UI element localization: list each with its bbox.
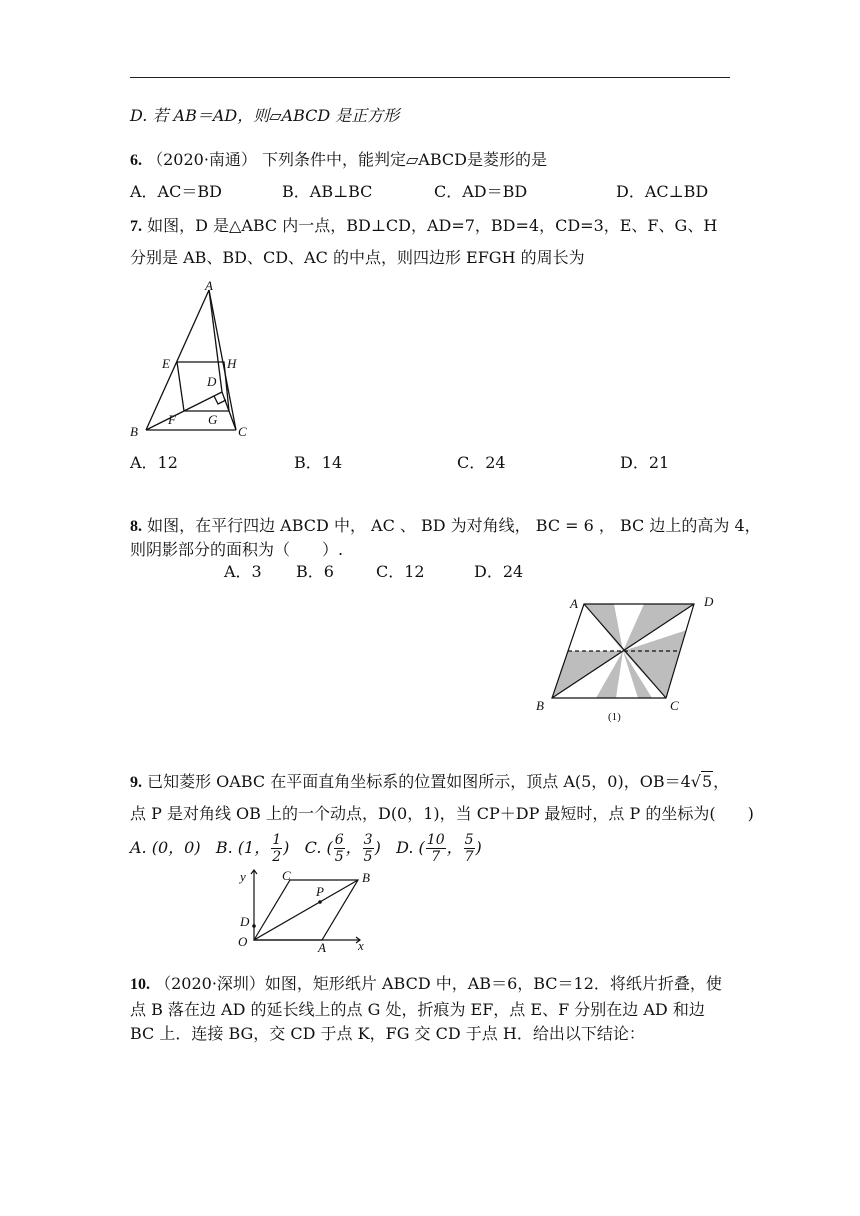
q9-option-b-num: 1 <box>272 832 282 848</box>
q9-stem-line1 <box>130 772 729 793</box>
q6-option-d: D．AC⊥BD <box>616 182 709 201</box>
q9-label-b: B <box>362 870 370 885</box>
q8-figure <box>526 590 722 724</box>
q8-option-b: B．6 <box>296 562 334 581</box>
q9-label-d: D <box>240 914 250 929</box>
q7-label-a: A <box>205 278 213 293</box>
q9-diagonal-ob <box>254 880 358 940</box>
q9-figure <box>230 866 380 956</box>
q9-option-b-prefix: B. (1， <box>215 838 271 857</box>
q8-stem-line2: 则阴影部分的面积为（ ）. <box>130 540 344 559</box>
q8-caption: (1) <box>608 711 621 723</box>
q6-stem-text: （2020·南通） 下列条件中，能判定▱ABCD是菱形的是 <box>147 150 547 169</box>
q9-option-d-frac2 <box>464 832 475 865</box>
q10-line2: 点 B 落在边 AD 的延长线上的点 G 处，折痕为 EF，点 E、F 分别在边 AD 和边 <box>130 1000 705 1019</box>
q6-option-b: B．AB⊥BC <box>282 182 373 201</box>
q9-stem-text: 已知菱形 OABC 在平面直角坐标系的位置如图所示，顶点 A(5，0)，OB＝4 <box>147 772 691 791</box>
q7-stem-text: 如图，D 是△ABC 内一点，BD⊥CD，AD=7，BD=4，CD=3，E、F、G、H <box>147 216 718 235</box>
q8-stem-text: 如图，在平行四边 ABCD 中， AC 、 BD 为对角线， BC = 6 ， BC 边上的高为 4， <box>147 516 761 535</box>
q7-number: 7. <box>130 218 142 235</box>
q9-option-c-den1: 5 <box>334 849 344 865</box>
q8-label-d: D <box>704 594 714 609</box>
q9-label-c: C <box>282 868 291 883</box>
q9-options <box>130 830 482 866</box>
q9-option-b: B. (1， $\frac{1}{2}$ ) <box>215 832 290 865</box>
q7-stem-line2: 分别是 AB、BD、CD、AC 的中点，则四边形 EFGH 的周长为 <box>130 248 585 267</box>
q7-label-b: B <box>130 424 138 439</box>
q6-option-c: C．AD＝BD <box>434 182 528 201</box>
q7-label-d: D <box>207 374 217 389</box>
q6-stem <box>130 150 547 171</box>
q8-option-a: A．3 <box>224 562 262 581</box>
q7-figure <box>126 278 256 442</box>
q8-option-d: D．24 <box>474 562 524 581</box>
q10-line1-text: （2020·深圳）如图，矩形纸片 ABCD 中，AB＝6，BC＝12．将纸片折叠，使 <box>155 974 722 993</box>
q9-option-c-frac2 <box>363 832 374 865</box>
q6-option-a: A．AC＝BD <box>130 182 222 201</box>
q9-option-d-num1: 10 <box>426 832 445 848</box>
q8-label-a: A <box>570 596 578 611</box>
q7-option-b: B．14 <box>294 453 343 472</box>
q9-option-d: D. ( $\frac{10}{7}$ ， $\frac{5}{7}$ ) <box>396 832 482 865</box>
q9-option-d-den1: 7 <box>431 849 441 865</box>
q9-point-d <box>252 924 256 928</box>
q9-option-c-den2: 5 <box>363 849 373 865</box>
q7-stem-line1 <box>130 216 717 237</box>
header-rule <box>130 77 730 78</box>
q7-option-a: A．12 <box>130 453 178 472</box>
q9-option-c-frac1 <box>334 832 345 865</box>
q9-option-d-frac1 <box>426 832 446 865</box>
q7-option-d: D．21 <box>620 453 670 472</box>
q10-line1 <box>130 974 722 995</box>
q7-label-h: H <box>227 356 237 371</box>
q7-label-e: E <box>162 356 170 371</box>
q9-option-c-num2: 3 <box>363 832 373 848</box>
q5-option-d: D. 若 AB＝AD，则▱ABCD 是正方形 <box>130 106 400 125</box>
q8-number: 8. <box>130 518 142 535</box>
q9-option-c-prefix: C. ( <box>304 838 333 857</box>
q9-option-d-prefix: D. ( <box>396 838 425 857</box>
q9-option-b-frac <box>271 832 282 865</box>
q9-label-o: O <box>238 934 248 949</box>
q9-stem-end: ， <box>713 772 730 791</box>
q9-option-d-den2: 7 <box>464 849 474 865</box>
q9-option-d-num2: 5 <box>464 832 474 848</box>
q7-option-c: C．24 <box>457 453 506 472</box>
q10-number: 10. <box>130 976 150 993</box>
q9-option-b-den: 2 <box>272 849 282 865</box>
q9-point-p <box>318 900 322 904</box>
q7-edge-ab <box>146 290 209 430</box>
q8-label-b: B <box>536 698 544 713</box>
q8-stem-line1 <box>130 516 761 537</box>
q9-option-c: C. ( $\frac{6}{5}$ ， $\frac{3}{5}$ ) <box>304 832 381 865</box>
sqrt-symbol: √ <box>690 772 701 791</box>
q9-label-a: A <box>318 940 326 955</box>
q6-number: 6. <box>130 152 142 169</box>
q10-line3: BC 上．连接 BG，交 CD 于点 K，FG 交 CD 于点 H．给出以下结论： <box>130 1024 645 1043</box>
q7-label-c: C <box>238 424 247 439</box>
q9-option-a: A. (0，0) <box>130 838 201 857</box>
q9-number: 9. <box>130 774 142 791</box>
q8-option-c: C．12 <box>376 562 425 581</box>
q7-label-g: G <box>208 412 218 427</box>
q9-label-p: P <box>316 884 324 899</box>
q8-label-c: C <box>670 698 679 713</box>
q9-option-c-num1: 6 <box>334 832 344 848</box>
q7-label-f: F <box>168 412 176 427</box>
q9-sqrt-value: 5 <box>701 772 713 791</box>
q9-label-x: x <box>358 938 364 953</box>
q9-stem-line2: 点 P 是对角线 OB 上的一个动点，D(0，1)，当 CP＋DP 最短时，点 P 的坐标为( ) <box>130 804 754 823</box>
q9-label-y: y <box>240 869 246 884</box>
